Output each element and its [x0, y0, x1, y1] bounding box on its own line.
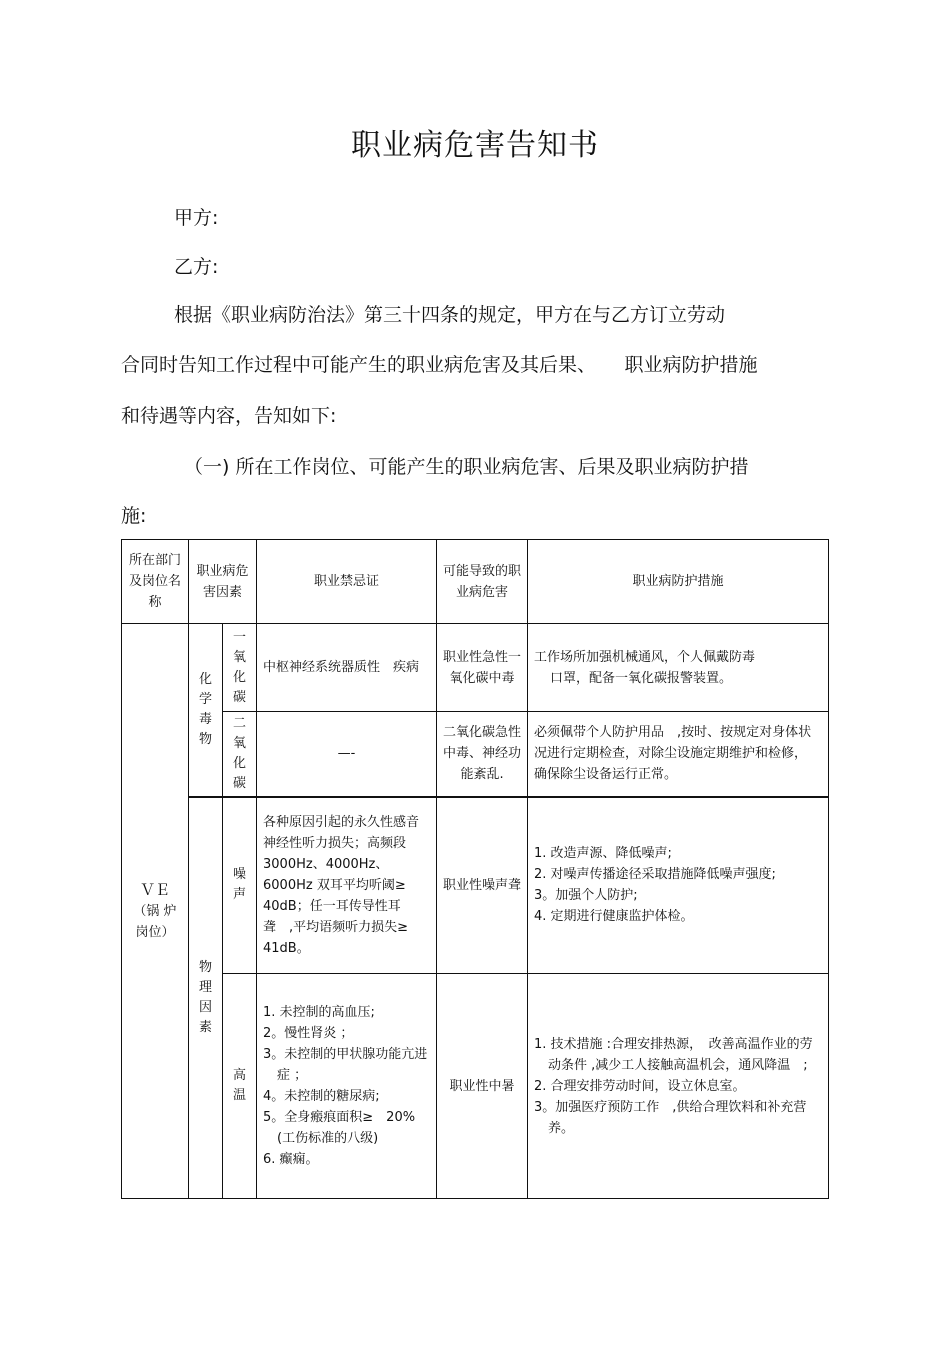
disease-co2: 二氧化碳急性中毒、神经功能紊乱. — [437, 712, 528, 797]
section-heading-line-1: （一) 所在工作岗位、可能产生的职业病危害、后果及职业病防护措 — [184, 456, 749, 478]
protect-heat — [528, 974, 829, 1199]
intro-line-3: 和待遇等内容，告知如下: — [121, 405, 337, 427]
factor-co-label: 一氧化碳 — [232, 629, 246, 705]
dept-cell — [122, 624, 189, 1199]
phys-group-label: 物理因素 — [198, 959, 212, 1035]
party-b-label: 乙方: — [174, 256, 219, 278]
protect-co-line-1: 工作场所加强机械通风，个人佩戴防毒 — [534, 649, 756, 665]
protect-noise-item: 1. 改造声源、降低噪声; — [534, 846, 672, 862]
protect-noise-item: 2. 对噪声传播途径采取措施降低噪声强度; — [534, 867, 776, 883]
chem-group-label: 化学毒物 — [198, 671, 212, 747]
dept-name: ＶＥ — [139, 880, 170, 899]
contra-co2: —- — [257, 712, 437, 797]
header-dept: 所在部门及岗位名称 — [122, 540, 189, 624]
factor-co2-label: 二氧化碳 — [232, 715, 246, 791]
header-hazard: 职业病危害因素 — [189, 540, 257, 624]
protect-heat-item: 3。加强医疗预防工作 ,供给合理饮料和补充营养。 — [534, 1099, 807, 1136]
disease-noise: 职业性噪声聋 — [437, 797, 528, 974]
header-protect: 职业病防护措施 — [528, 540, 829, 624]
section-heading-line-2: 施: — [121, 505, 147, 527]
contra-noise: 各种原因引起的永久性感音神经性听力损失；高频段 3000Hz、4000Hz、6000Hz 双耳平均听阈≥ 40dB；任一耳传导性耳聋 ,平均语频听力损失≥ 41dB。 — [257, 797, 437, 974]
dept-sub: （锅 炉岗位） — [133, 903, 177, 940]
protect-noise — [528, 797, 829, 974]
protect-heat-item: 1. 技术措施 :合理安排热源， 改善高温作业的劳动条件 ,减少工人接触高温机会，通风降温 ; — [534, 1036, 813, 1073]
factor-noise — [223, 797, 257, 974]
chem-group-cell — [189, 624, 223, 797]
protect-noise-item: 3。加强个人防护; — [534, 888, 638, 904]
page-title: 职业病危害告知书 — [351, 128, 599, 163]
disease-co: 职业性急性一氧化碳中毒 — [437, 624, 528, 712]
contra-co: 中枢神经系统器质性 疾病 — [257, 624, 437, 712]
contra-heat-item: 5。全身瘢痕面积≥ 20%(工伤标准的八级) — [263, 1110, 416, 1146]
contra-heat — [257, 974, 437, 1199]
protect-co-line-2: 口罩，配备一氧化碳报警装置。 — [550, 670, 733, 686]
contra-heat-item: 1. 未控制的高血压; — [263, 1005, 375, 1020]
factor-heat-label: 高温 — [232, 1068, 246, 1103]
protect-co — [528, 624, 829, 712]
factor-heat — [223, 974, 257, 1199]
disease-heat: 职业性中暑 — [437, 974, 528, 1199]
phys-group-cell — [189, 797, 223, 1199]
hazard-table — [121, 539, 829, 1199]
contra-heat-item: 2。慢性肾炎 ； — [263, 1026, 354, 1041]
contra-heat-item: 3。未控制的甲状腺功能亢进症 ； — [263, 1047, 428, 1083]
table-row-heat — [122, 974, 829, 1199]
protect-heat-item: 2. 合理安排劳动时间，设立休息室。 — [534, 1078, 746, 1094]
header-contra: 职业禁忌证 — [257, 540, 437, 624]
factor-co2 — [223, 712, 257, 797]
party-a-label: 甲方: — [174, 207, 219, 229]
protect-co2: 必须佩带个人防护用品 ,按时、按规定对身体状况进行定期检查，对除尘设施定期维护和检修， 确保除尘设备运行正常。 — [528, 712, 829, 797]
table-header-row — [122, 540, 829, 624]
contra-heat-item: 4。未控制的糖尿病; — [263, 1089, 380, 1104]
intro-line-2: 合同时告知工作过程中可能产生的职业病危害及其后果、 职业病防护措施 — [121, 354, 758, 376]
contra-heat-item: 6. 癫痫。 — [263, 1152, 319, 1167]
table-row-noise — [122, 797, 829, 974]
protect-noise-item: 4. 定期进行健康监护体检。 — [534, 909, 694, 925]
factor-co — [223, 624, 257, 712]
factor-noise-label: 噪声 — [232, 867, 246, 903]
header-disease: 可能导致的职业病危害 — [437, 540, 528, 624]
intro-line-1: 根据《职业病防治法》第三十四条的规定，甲方在与乙方订立劳动 — [174, 304, 726, 326]
table-row-co2 — [122, 712, 829, 797]
table-row-co — [122, 624, 829, 712]
